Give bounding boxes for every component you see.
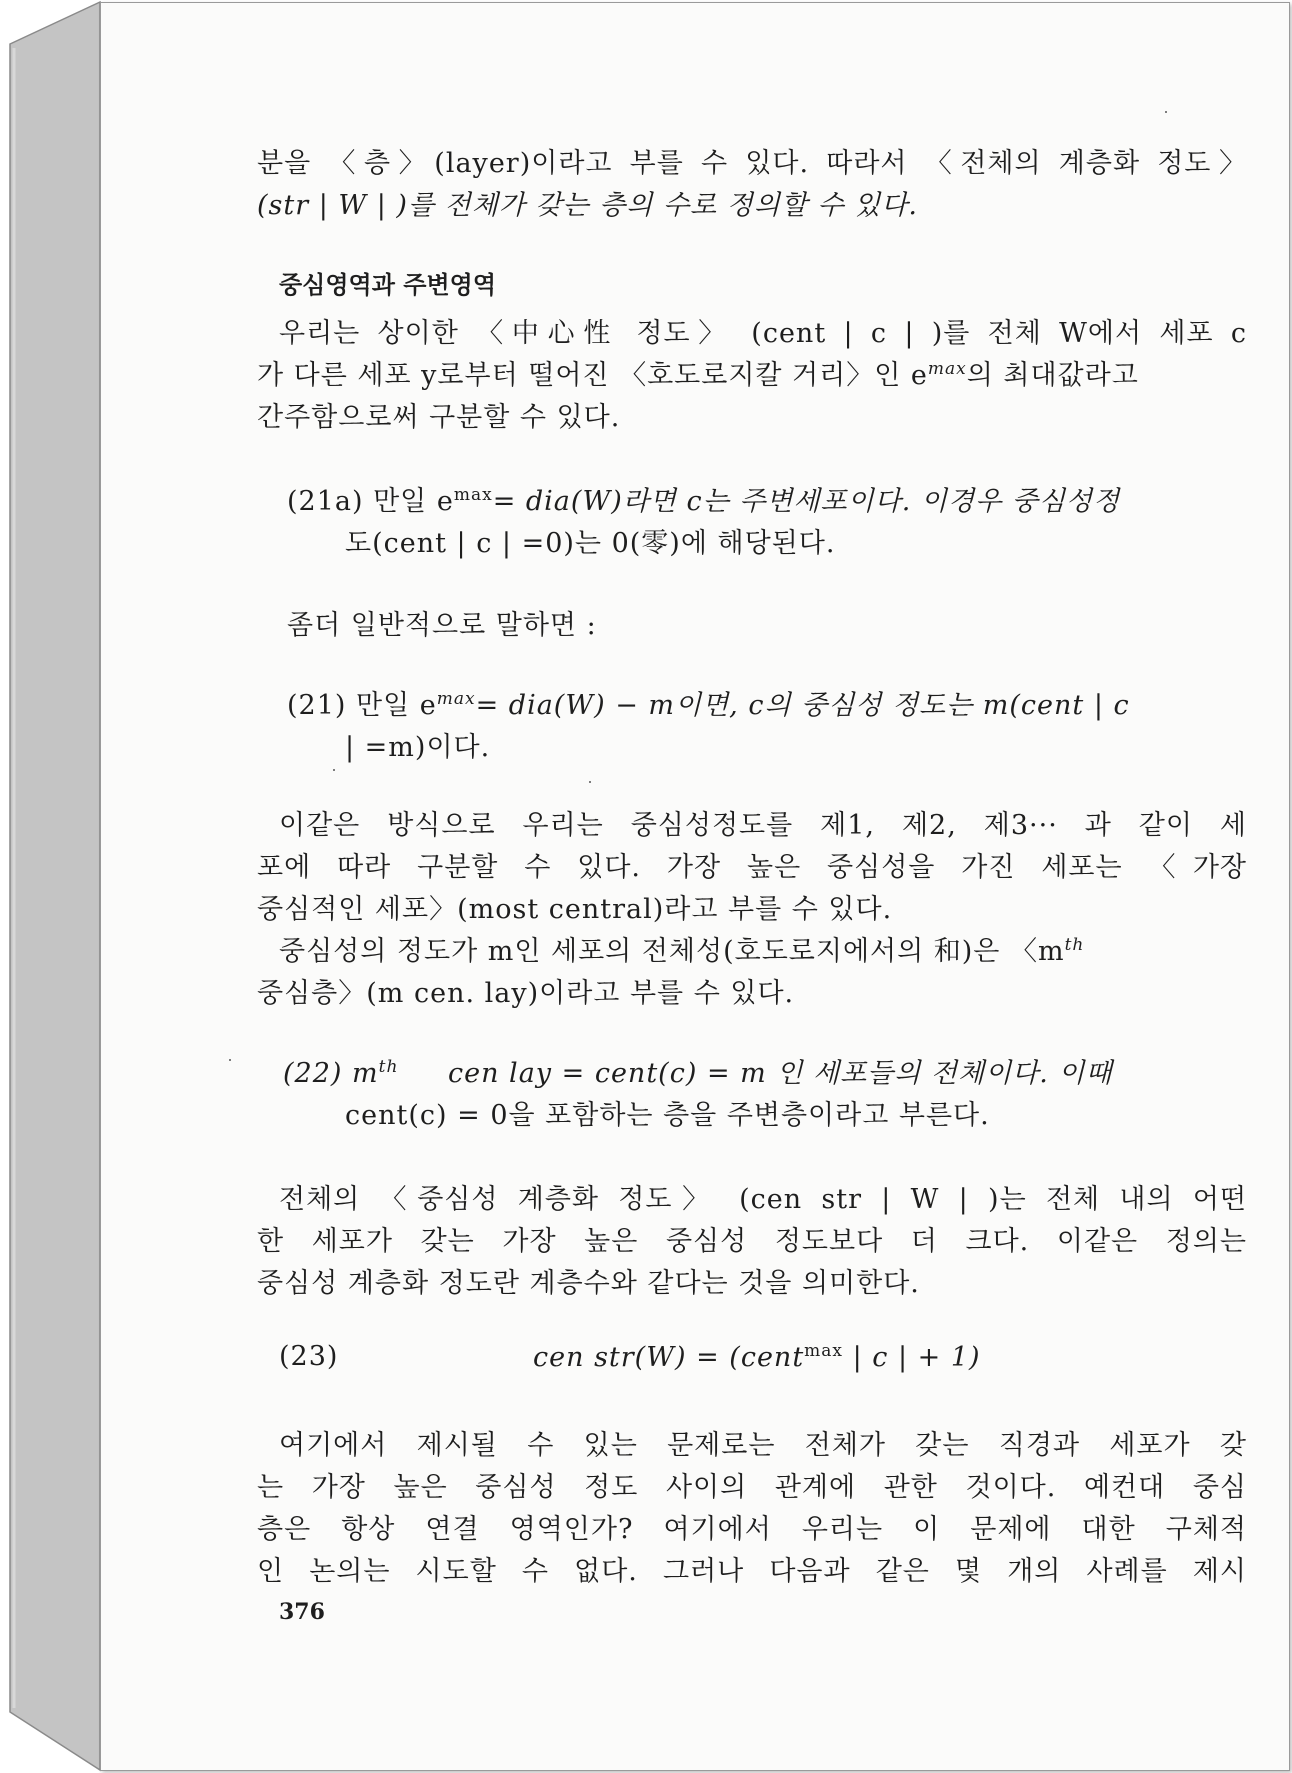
text-line: 포에 따라 구분할 수 있다. 가장 높은 중심성을 가진 세포는 〈가장 xyxy=(257,852,1247,883)
superscript: th xyxy=(378,1057,399,1077)
text-span: 의 최대값라고 xyxy=(966,360,1139,391)
equation xyxy=(533,1341,981,1373)
text-line: (str | W | )를 전체가 갖는 층의 수로 정의할 수 있다. xyxy=(257,190,918,221)
superscript: max xyxy=(804,1341,844,1361)
text-line: 이같은 방식으로 우리는 중심성정도를 제1, 제2, 제3··· 과 같이 세 xyxy=(279,810,1247,841)
text-line: 한 세포가 갖는 가장 높은 중심성 정도보다 더 크다. 이같은 정의는 xyxy=(257,1226,1247,1257)
text-line: 여기에서 제시될 수 있는 문제로는 전체가 갖는 직경과 세포가 갖 xyxy=(279,1430,1247,1461)
text-line: 우리는 상이한 〈中心性 정도〉 (cent | c | )를 전체 W에서 세포 c xyxy=(279,318,1247,349)
scan-speck xyxy=(589,781,591,783)
equation-line xyxy=(283,1051,1113,1090)
text-span: cen lay = cent(c) = m 인 세포들의 전체이다. 이때 xyxy=(447,1058,1113,1089)
text-line: 인 논의는 시도할 수 없다. 그러나 다음과 같은 몇 개의 사례를 제시 xyxy=(257,1556,1247,1587)
text-line: 도(cent | c | =0)는 0(零)에 해당된다. xyxy=(345,528,836,559)
text-span: = dia(W) − m이면, c의 중심성 정도는 m(cent | c xyxy=(475,690,1130,721)
scan-speck xyxy=(229,1059,231,1061)
text-line: | =m)이다. xyxy=(345,732,491,763)
text-span: 중심성의 정도가 m인 세포의 전체성(호도로지에서의 和)은 〈m xyxy=(279,936,1065,967)
section-heading: 중심영역과 주변영역 xyxy=(279,270,497,299)
text-line: 분을 〈층〉(layer)이라고 부를 수 있다. 따라서 〈전체의 계층화 정도〉 xyxy=(257,148,1247,179)
scan-speck xyxy=(1165,111,1167,113)
superscript: max xyxy=(927,359,967,379)
superscript: max xyxy=(436,689,476,709)
text-line: 중심성 계층화 정도란 계층수와 같다는 것을 의미한다. xyxy=(257,1268,920,1299)
text-span: (22) m xyxy=(283,1058,379,1089)
text-line: 간주함으로써 구분할 수 있다. xyxy=(257,402,621,433)
text-span: (21) 만일 e xyxy=(287,690,437,721)
text-span: (21a) 만일 e xyxy=(287,486,454,517)
text-span: = dia(W)라면 c는 주변세포이다. 이경우 중심성정 xyxy=(492,486,1121,517)
text-line: 전체의 〈중심성 계층화 정도〉 (cen str | W | )는 전체 내의 어떤 xyxy=(279,1184,1247,1215)
text-line: 는 가장 높은 중심성 정도 사이의 관계에 관한 것이다. 예컨대 중심 xyxy=(257,1472,1247,1503)
scan-speck xyxy=(333,769,335,771)
superscript: th xyxy=(1064,935,1085,955)
equation-line xyxy=(287,479,1120,518)
book-page xyxy=(100,2,1290,1771)
text-line xyxy=(279,929,1247,968)
text-line xyxy=(257,353,1247,392)
text-line: cent(c) = 0을 포함하는 층을 주변층이라고 부른다. xyxy=(345,1100,990,1131)
text-span: | c | + 1) xyxy=(843,1342,981,1373)
text-span: 가 다른 세포 y로부터 떨어진 〈호도로지칼 거리〉인 e xyxy=(257,360,928,391)
superscript: max xyxy=(453,485,493,505)
text-line: 중심적인 세포〉(most central)라고 부를 수 있다. xyxy=(257,894,893,925)
text-span: cen str(W) = (cent xyxy=(533,1342,805,1373)
text-line: 좀더 일반적으로 말하면 : xyxy=(287,610,597,641)
equation-number: (23) xyxy=(279,1341,339,1372)
text-line: 층은 항상 연결 영역인가? 여기에서 우리는 이 문제에 대한 구체적 xyxy=(257,1514,1247,1545)
text-line: 중심층〉(m cen. lay)이라고 부를 수 있다. xyxy=(257,978,795,1009)
equation-line xyxy=(287,683,1130,722)
page-number: 376 xyxy=(279,1599,325,1625)
